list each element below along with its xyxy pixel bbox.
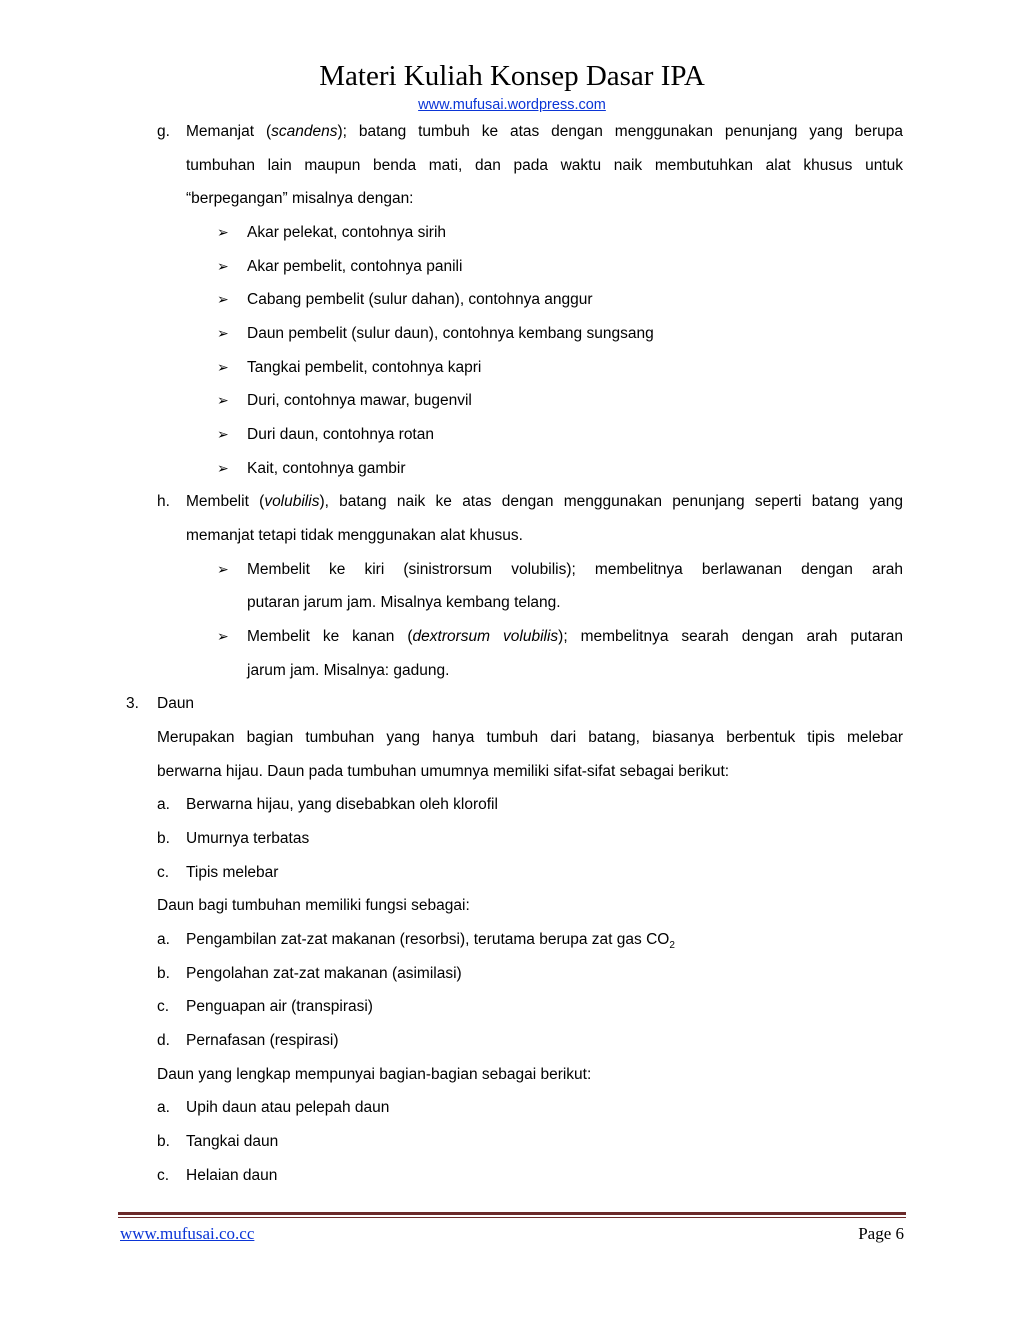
list-item-continuation: jarum jam. Misalnya: gadung. [247, 662, 450, 679]
arrow-bullet-icon: ➢ [217, 326, 229, 342]
arrow-bullet-icon: ➢ [217, 427, 229, 443]
list-marker: d. [157, 1032, 170, 1049]
footer-link-text[interactable]: www.mufusai.co.cc [120, 1224, 255, 1243]
list-marker: g. [157, 123, 170, 140]
list-marker: b. [157, 965, 170, 982]
list-marker: a. [157, 796, 170, 813]
arrow-bullet-icon: ➢ [217, 292, 229, 308]
arrow-bullet-icon: ➢ [217, 461, 229, 477]
list-item: Umurnya terbatas [186, 830, 310, 847]
list-item: Tangkai pembelit, contohnya kapri [247, 359, 482, 376]
list-marker: c. [157, 1167, 170, 1184]
page-title: Materi Kuliah Konsep Dasar IPA [319, 60, 705, 92]
list-item: Upih daun atau pelepah daun [186, 1099, 390, 1116]
paragraph-line: memanjat tetapi tidak menggunakan alat khusus. [186, 527, 523, 544]
list-item: Penguapan air (transpirasi) [186, 998, 373, 1015]
list-item: Duri, contohnya mawar, bugenvil [247, 392, 472, 409]
list-item: Pengambilan zat-zat makanan (resorbsi), terutama berupa zat gas $CO_2$ [186, 931, 675, 951]
footer-divider-thin [118, 1217, 906, 1218]
list-item: Akar pelekat, contohnya sirih [247, 224, 447, 241]
list-item: Pernafasan (respirasi) [186, 1032, 339, 1049]
list-item: Membelit ke kiri (sinistrorsum volubilis); membelitnya berlawanan dengan arah [247, 561, 903, 578]
list-item: Daun pembelit (sulur daun), contohnya kembang sungsang [247, 325, 654, 342]
list-marker: b. [157, 830, 170, 847]
paragraph-line: Daun yang lengkap mempunyai bagian-bagian sebagai berikut: [157, 1066, 592, 1083]
list-marker: a. [157, 931, 170, 948]
section-heading: Daun [157, 695, 195, 712]
arrow-bullet-icon: ➢ [217, 225, 229, 241]
arrow-bullet-icon: ➢ [217, 360, 229, 376]
page-number: Page 6 [858, 1224, 904, 1243]
list-item: Pengolahan zat-zat makanan (asimilasi) [186, 965, 462, 982]
footer-link[interactable] [120, 1223, 254, 1245]
footer-divider [118, 1212, 906, 1215]
list-item: Helaian daun [186, 1167, 278, 1184]
list-item: Kait, contohnya gambir [247, 460, 406, 477]
list-item: Akar pembelit, contohnya panili [247, 258, 463, 275]
header-link[interactable] [0, 95, 1024, 115]
subscript: 2 [669, 940, 675, 951]
paragraph-line: tumbuhan lain maupun benda mati, dan pada waktu naik membutuhkan alat khusus untuk [186, 157, 903, 174]
list-item: Membelit ke kanan (dextrorsum volubilis); membelitnya searah dengan arah putaran [247, 628, 904, 645]
paragraph-line: Merupakan bagian tumbuhan yang hanya tumbuh dari batang, biasanya berbentuk tipis melebar [157, 729, 903, 746]
list-marker: c. [157, 998, 170, 1015]
list-marker: c. [157, 864, 170, 881]
arrow-bullet-icon: ➢ [217, 259, 229, 275]
list-item: Berwarna hijau, yang disebabkan oleh klorofil [186, 796, 498, 813]
list-item-continuation: putaran jarum jam. Misalnya kembang telang. [247, 594, 561, 611]
list-item: Tipis melebar [186, 864, 279, 881]
list-item: Cabang pembelit (sulur dahan), contohnya anggur [247, 291, 593, 308]
arrow-bullet-icon: ➢ [217, 562, 229, 578]
paragraph-line: “berpegangan” misalnya dengan: [186, 190, 414, 207]
paragraph-line: Memanjat (scandens); batang tumbuh ke atas dengan menggunakan penunjang yang berupa [186, 123, 903, 140]
list-marker: a. [157, 1099, 170, 1116]
paragraph-line: Daun bagi tumbuhan memiliki fungsi sebagai: [157, 897, 470, 914]
header-link-text[interactable]: www.mufusai.wordpress.com [418, 97, 606, 113]
list-item: Tangkai daun [186, 1133, 279, 1150]
arrow-bullet-icon: ➢ [217, 393, 229, 409]
list-item: Duri daun, contohnya rotan [247, 426, 434, 443]
paragraph-line: Membelit (volubilis), batang naik ke atas dengan menggunakan penunjang seperti batang yang [186, 493, 903, 510]
list-marker: h. [157, 493, 170, 510]
arrow-bullet-icon: ➢ [217, 629, 229, 645]
list-marker: 3. [126, 695, 139, 712]
list-marker: b. [157, 1133, 170, 1150]
paragraph-line: berwarna hijau. Daun pada tumbuhan umumnya memiliki sifat-sifat sebagai berikut: [157, 763, 730, 780]
